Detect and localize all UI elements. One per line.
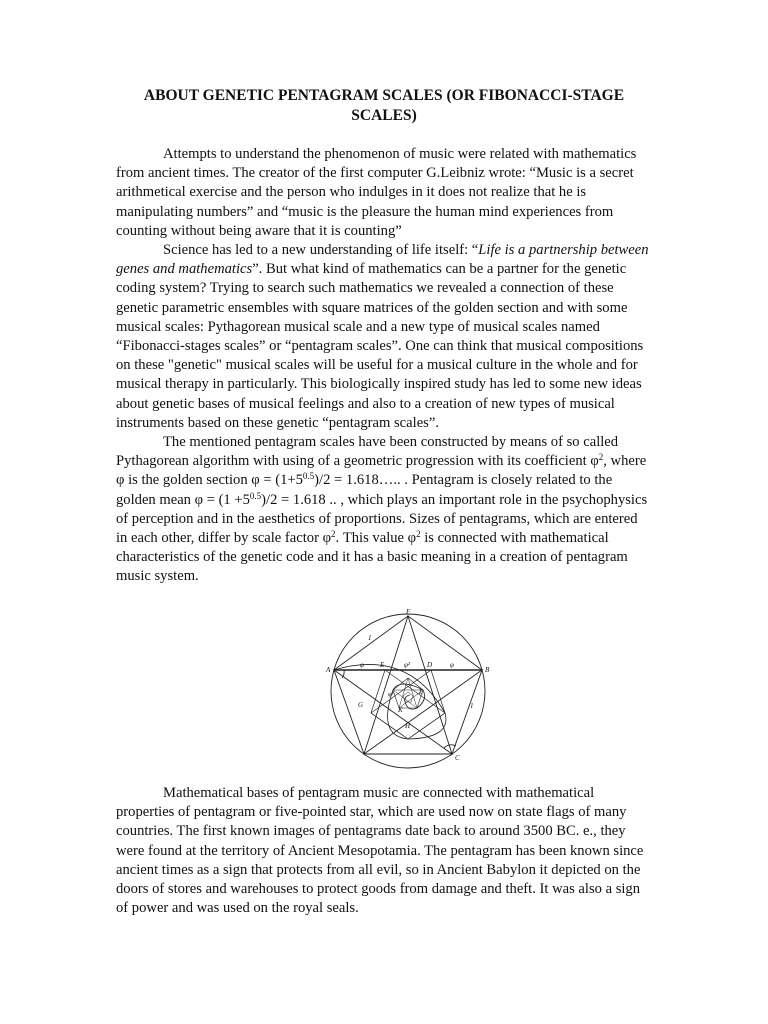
body-top [116, 145, 652, 587]
label-one-right: 1 [470, 702, 474, 710]
label-h: H [405, 722, 411, 730]
outer-circle [331, 614, 485, 768]
superscript: 0.5 [302, 471, 315, 482]
text-run: ”. But what kind of mathematics can be a partner for the genetic coding system? Trying to search such mathematics we revealed a connection of these genetic parametric ensembles with square matrices of the golden section and with some musical scales: Pythagorean musical scale and a new type of musical scales named “Fibonacci-stages scales” or “pentagram scales”. One can think that musical compositions on these "genetic" musical scales will be useful for a musical culture in the whole and for musical therapy in particularly. This biologically inspired study has led to some new ideas about genetic bases of musical feelings and also to a creation of new types of musical instruments based on these genetic “pentagram scales”. [116, 261, 644, 431]
superscript: 2 [416, 529, 421, 540]
label-phi4: φ⁴ [388, 692, 394, 698]
label-d: D [427, 661, 433, 669]
label-k: K [398, 706, 403, 714]
label-l: L [419, 688, 423, 696]
paragraph-leibniz: Attempts to understand the phenomenon of music were related with mathematics from ancient times. The creator of the first computer G.Leibniz wrote: “Music is a secret arithmetical exercise and the person who indulges in it does not realize that he is manipulating numbers” and “music is the pleasure the human mind experiences from counting without being aware that it is counting” [116, 146, 637, 239]
superscript: 2 [598, 452, 604, 463]
paragraph-science [116, 241, 652, 433]
label-phi-right: φ [450, 661, 454, 669]
text-run: )/2 = 1.618 .. , which plays an important role in the psychophysics of perception and in the aesthetics of proportions. Sizes of pentagrams, which are entered in each other, differ by scale factor φ [116, 491, 648, 547]
superscript: 0.5 [249, 490, 262, 501]
text-run: . This value φ [335, 530, 417, 547]
outer-pentagon [334, 616, 482, 754]
label-phi-left: φ [360, 661, 364, 669]
paragraph-pentagram-history: Mathematical bases of pentagram music are connected with mathematical properties of pentagram or five-pointed star, which are used now on state flags of many countries. The first known images of pentagrams date back to around 3500 BC. e., they were found at the territory of Ancient Mesopotamia. The pentagram has been known since ancient times as a sign that protects from all evil, so in Ancient Babylon it depicted on the doors of stores and warehouses to protect goods from damage and theft. It was also a sign of power and was used on the royal seals. [116, 785, 644, 917]
label-one-left: 1 [368, 634, 372, 642]
text-run: , where φ is the golden section φ = (1+5 [116, 453, 647, 489]
superscript: 2 [331, 529, 336, 540]
label-e: E [380, 661, 385, 669]
label-a: A [326, 666, 331, 674]
document-title: ABOUT GENETIC PENTAGRAM SCALES (OR FIBONACCI-STAGE SCALES) [143, 87, 625, 124]
paragraph-pentagram-scales [116, 433, 652, 587]
label-phi-top: φ² [404, 661, 410, 669]
text-run: is connected with mathematical characteristics of the genetic code and it has a basic meaning in a creation of pentagram music system. [116, 530, 628, 585]
label-b: B [485, 666, 490, 674]
quote-emphasis: Life is a partnership between genes and mathematics [116, 242, 649, 278]
text-run: )/2 = 1.618….. . Pentagram is closely related to the golden mean φ = (1 +5 [116, 472, 613, 508]
label-g: G [358, 701, 364, 709]
label-f: F [406, 608, 411, 616]
text-run: The mentioned pentagram scales have been constructed by means of so called Pythagorean algorithm with using of a geometric progression with its coefficient φ [116, 434, 619, 470]
label-c: C [455, 754, 460, 762]
body-bottom [116, 784, 652, 918]
text-run: Science has led to a new understanding of life itself: “ [163, 242, 479, 259]
pentagram-figure [322, 608, 496, 770]
